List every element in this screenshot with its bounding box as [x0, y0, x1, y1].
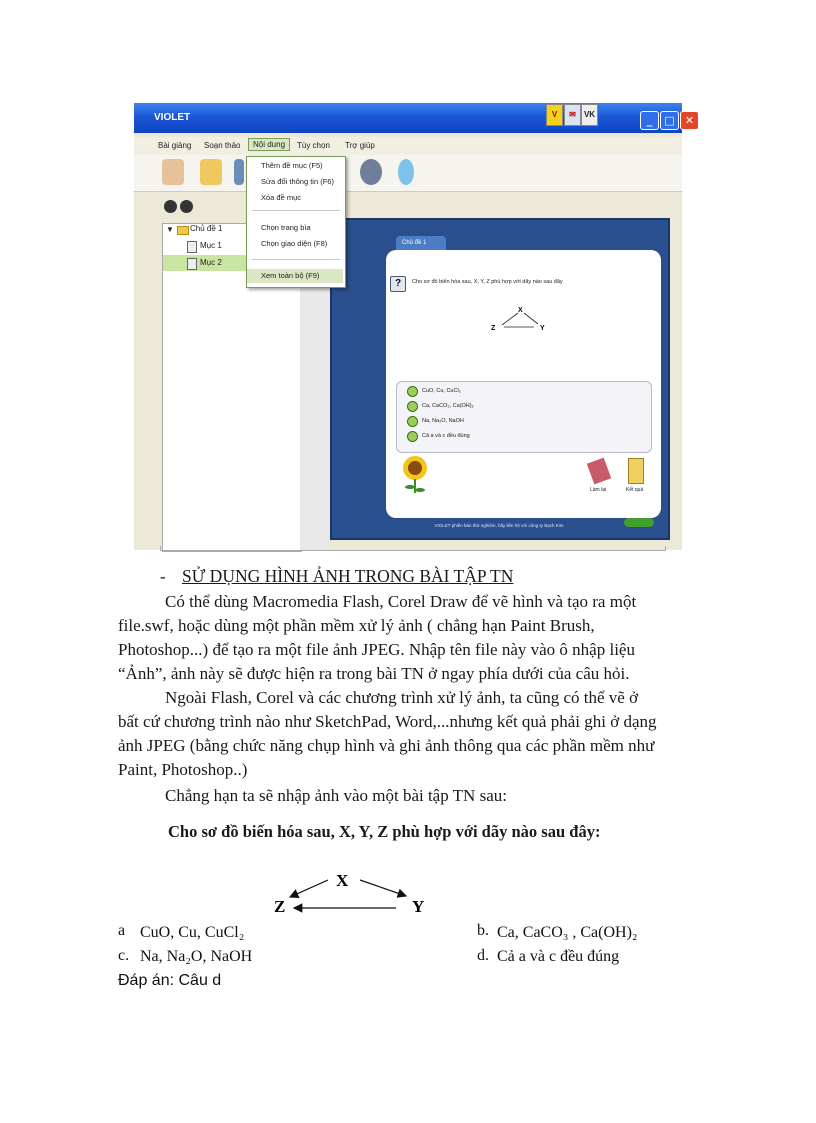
screenshot-bottom-edge [160, 546, 666, 551]
section-heading: SỬ DỤNG HÌNH ẢNH TRONG BÀI TẬP TN [182, 566, 514, 586]
option-a: CuO, Cu, CuCl₂ [422, 388, 461, 394]
result-label[interactable]: Kết quả [626, 487, 644, 493]
question-text: Cho sơ đồ biến hóa sau, X, Y, Z phù hợp với dãy nào sau đây [412, 279, 563, 285]
tree-item-muc-1[interactable]: Mục 1 [200, 241, 222, 250]
dd-separator [252, 259, 340, 260]
stage-footer: VIOLET phiên bản thử nghiệm, hãy liên hệ với công ty Bạch Kim [434, 523, 564, 528]
option-radio-c[interactable] [407, 416, 418, 427]
answer-b-label: b. [477, 922, 489, 939]
dd-sua-doi-thong-tin[interactable]: Sửa đổi thông tin (F6) [261, 177, 334, 186]
move-down-icon[interactable] [180, 200, 193, 213]
dd-chon-giao-dien[interactable]: Chọn giao diện (F8) [261, 239, 328, 248]
tree-expand-icon[interactable]: ▼ [166, 225, 174, 234]
vk-tray-icon: VK [581, 104, 598, 126]
option-d: Cả a và c đều đúng [422, 433, 470, 439]
stage-tab[interactable]: Chủ đề 1 [396, 236, 446, 250]
stage-diagram [486, 303, 556, 335]
node-y: Y [412, 897, 425, 916]
page-icon [187, 258, 197, 270]
option-b: Ca, CaCO₃, Ca(OH)₂ [422, 403, 474, 409]
paragraph-2-line-3: ảnh JPEG (bằng chức năng chụp hình và ghi ảnh thông qua các phần mềm như [118, 736, 655, 755]
paragraph-2-line-4: Paint, Photoshop..) [118, 760, 248, 779]
close-button[interactable]: ✕ [680, 111, 699, 130]
arrow-x-y [360, 880, 406, 896]
answer-a-label: a [118, 922, 126, 939]
paragraph-1-line-2: file.swf, hoặc dùng một phần mềm xử lý ảnh ( chẳng hạn Paint Brush, [118, 616, 595, 635]
bullet-dash: - [160, 567, 166, 586]
answer-b-text: Ca, CaCO₃ , Ca(OH)₂ [497, 924, 638, 941]
question-heading: Cho sơ đồ biến hóa sau, X, Y, Z phù hợp với dãy nào sau đây: [168, 822, 601, 841]
dd-them-de-muc[interactable]: Thêm đề mục (F5) [261, 161, 323, 170]
arrow-x-z [290, 880, 328, 897]
menu-noi-dung[interactable]: Nội dung [248, 138, 290, 151]
answer-d-label: d. [477, 947, 489, 964]
new-lesson-icon[interactable] [162, 159, 184, 185]
paragraph-2-line-1: Ngoài Flash, Corel và các chương trình xử lý ảnh, ta cũng có thể vẽ ở [165, 688, 639, 707]
node-y: Y [540, 325, 545, 332]
menu-tro-giup[interactable]: Trợ giúp [345, 141, 375, 150]
option-c: Na, Na₂O, NaOH [422, 418, 464, 424]
answer-key: Đáp án: Câu d [118, 972, 222, 989]
option-radio-b[interactable] [407, 401, 418, 412]
app-title: VIOLET [154, 112, 191, 123]
folder-icon [177, 226, 189, 235]
tree-item-chu-de-1[interactable]: Chủ đề 1 [190, 224, 223, 233]
nav-arrows-button[interactable] [624, 518, 654, 527]
result-icon[interactable] [628, 458, 644, 484]
node-z: Z [491, 325, 496, 332]
menu-tuy-chon[interactable]: Tùy chọn [297, 141, 330, 150]
open-folder-icon[interactable] [200, 159, 222, 185]
paragraph-1-line-1: Có thể dùng Macromedia Flash, Corel Draw để vẽ hình và tạo ra một [165, 592, 637, 611]
answer-a-text: CuO, Cu, CuCl₂ [140, 924, 245, 941]
retry-label[interactable]: Làm lại [590, 487, 607, 493]
violet-tray-icon: V [546, 104, 563, 126]
sunflower-mascot-icon [400, 455, 430, 497]
title-bar [134, 103, 682, 133]
paragraph-3: Chẳng hạn ta sẽ nhập ảnh vào một bài tập TN sau: [165, 786, 507, 805]
doc-diagram [268, 866, 428, 918]
question-icon: ? [390, 276, 406, 292]
answer-c-label: c. [118, 947, 130, 964]
option-radio-d[interactable] [407, 431, 418, 442]
paragraph-1-line-3: Photoshop...) để tạo ra một file ảnh JPEG. Nhập tên file này vào ô nhập liệu [118, 640, 635, 659]
page-icon [187, 241, 197, 253]
minimize-button[interactable]: _ [640, 111, 659, 130]
dd-separator [252, 210, 340, 211]
move-up-icon[interactable] [164, 200, 177, 213]
paragraph-1-line-4: “Ảnh”, ảnh này sẽ được hiện ra trong bài TN ở ngay phía dưới của câu hỏi. [118, 664, 630, 683]
answer-d-text: Cả a và c đều đúng [497, 948, 620, 965]
answer-c-text: Na, Na₂O, NaOH [140, 948, 253, 965]
flag-tray-icon: ✉ [564, 104, 581, 126]
help-bulb-icon[interactable] [398, 159, 414, 185]
menu-bai-giang[interactable]: Bài giảng [158, 141, 192, 150]
node-z: Z [274, 897, 286, 916]
binoculars-icon[interactable] [360, 159, 382, 185]
node-x: X [518, 307, 523, 314]
maximize-button[interactable]: □ [660, 111, 679, 130]
paragraph-2-line-2: bất cứ chương trình nào như SketchPad, Word,...nhưng kết quả phải ghi ở dạng [118, 712, 657, 731]
app-screenshot [134, 103, 695, 550]
tree-item-muc-2[interactable]: Mục 2 [200, 258, 222, 267]
dd-xoa-de-muc[interactable]: Xóa đề mục [261, 193, 302, 202]
arrow-x-z [502, 313, 518, 325]
node-x: X [336, 871, 349, 890]
dd-chon-trang-bia[interactable]: Chọn trang bìa [261, 223, 311, 232]
menu-soan-thao[interactable]: Soạn thảo [204, 141, 241, 150]
dd-xem-toan-bo[interactable]: Xem toàn bộ (F9) [261, 271, 320, 280]
option-radio-a[interactable] [407, 386, 418, 397]
arrow-x-y [524, 313, 538, 324]
save-icon[interactable] [234, 159, 244, 185]
